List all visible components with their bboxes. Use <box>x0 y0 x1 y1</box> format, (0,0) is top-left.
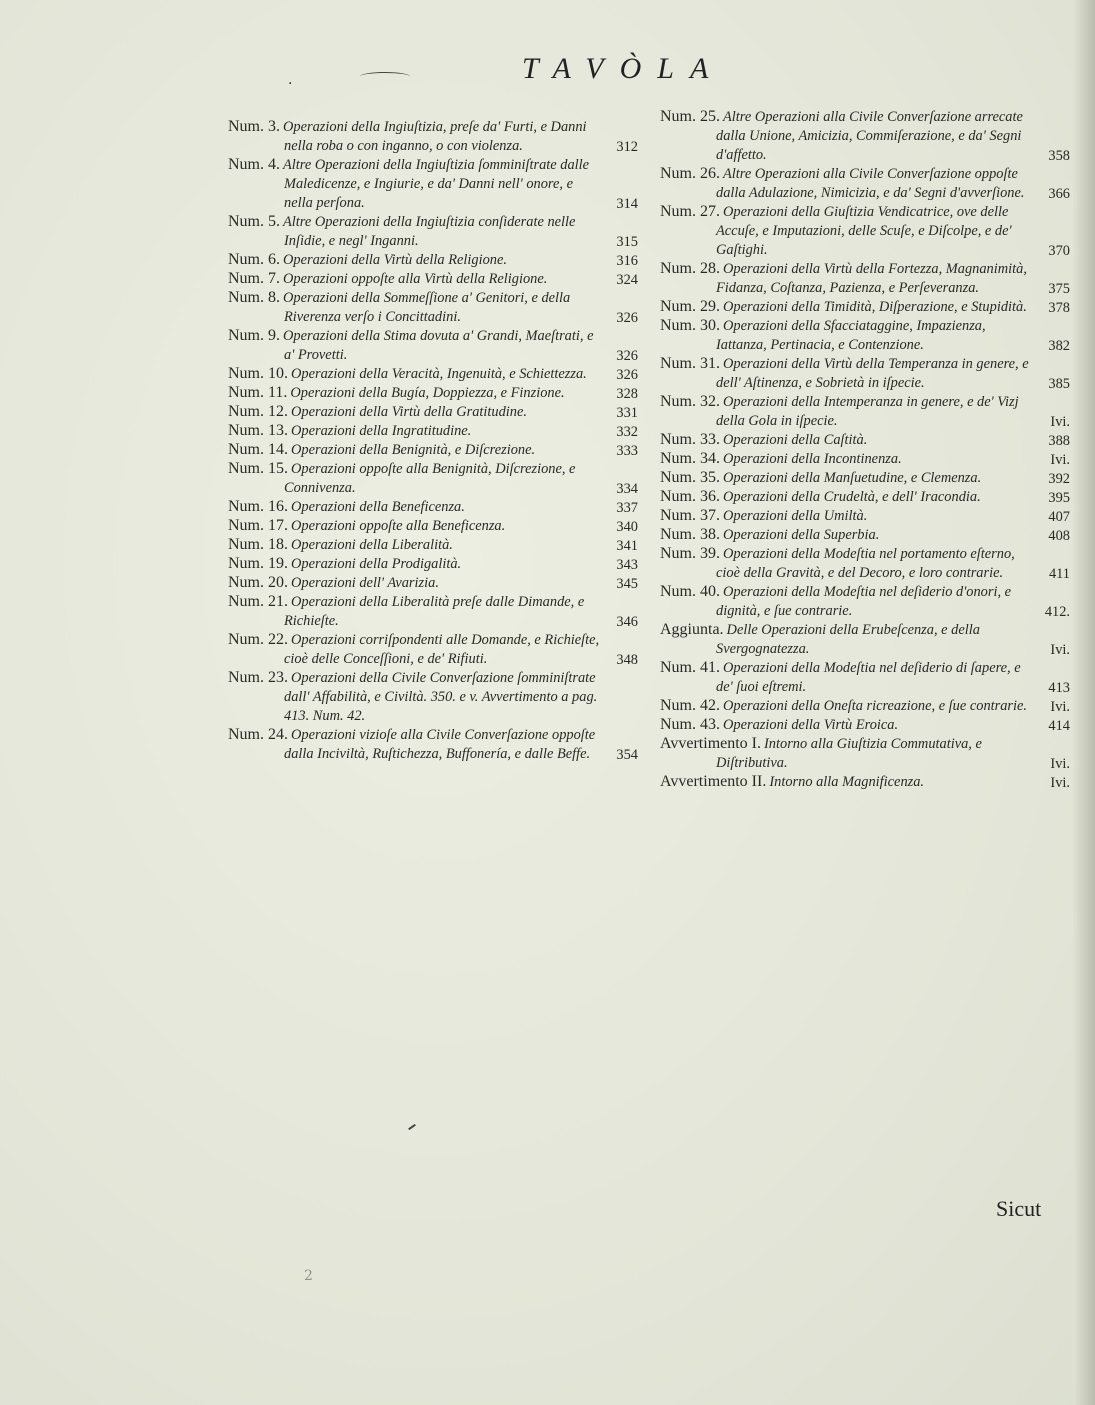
toc-entry-body <box>660 393 1070 431</box>
toc-entry-page: 316 <box>616 253 638 269</box>
toc-entry-page: 388 <box>1048 433 1070 449</box>
toc-entry-title: Operazioni oppoſte alla Virtù della Religione. <box>283 271 548 287</box>
toc-entry-body <box>228 631 638 669</box>
toc-entry-body <box>228 251 638 270</box>
toc-entry <box>228 365 638 384</box>
toc-entry-title: Altre Operazioni alla Civile Converſazione arrecate dalla Unione, Amicizia, Commiſerazione, e da' Segni d'affetto. <box>716 109 1023 163</box>
toc-entry-number: Num. 15. <box>228 460 288 477</box>
toc-entry-title: Operazioni della Liberalità. <box>291 537 453 553</box>
toc-entry-title: Operazioni della Veracità, Ingenuità, e Schiettezza. <box>291 366 587 382</box>
toc-entry-title: Operazioni della Modeſtia nel portamento eſterno, cioè della Gravità, e del Decoro, e loro contrarie. <box>716 546 1015 581</box>
toc-entry-page: Ivi. <box>1050 414 1070 430</box>
toc-entry-body <box>660 108 1070 165</box>
toc-entry <box>660 165 1070 203</box>
toc-entry-title: Operazioni della Virtù della Gratitudine. <box>291 404 527 420</box>
toc-entry-number: Num. 27. <box>660 203 720 220</box>
toc-entry-title: Operazioni della Modeſtia nel deſiderio di ſapere, e de' ſuoi eſtremi. <box>716 660 1021 695</box>
toc-entry-body <box>228 669 638 726</box>
toc-entry-body <box>660 526 1070 545</box>
toc-entry <box>228 593 638 631</box>
toc-entry-number: Num. 40. <box>660 583 720 600</box>
toc-entry-page: 332 <box>616 424 638 440</box>
left-column <box>228 118 638 764</box>
toc-entry <box>228 384 638 403</box>
header-ornament <box>360 72 410 81</box>
toc-entry-number: Num. 42. <box>660 697 720 714</box>
toc-entry-page: 348 <box>616 652 638 668</box>
toc-entry-page: 370 <box>1048 243 1070 259</box>
toc-entry <box>228 517 638 536</box>
toc-entry-body <box>660 659 1070 697</box>
toc-entry-body <box>228 441 638 460</box>
toc-entry-title: Operazioni della Virtù della Temperanza in genere, e dell' Aſtinenza, e Sobrietà in iſpecie. <box>716 356 1029 391</box>
toc-entry-number: Num. 39. <box>660 545 720 562</box>
toc-entry-number: Aggiunta. <box>660 621 724 638</box>
toc-entry-title: Operazioni della Liberalità preſe dalle Dimande, e Richieſte. <box>284 594 585 629</box>
toc-entry <box>660 526 1070 545</box>
toc-entry-page: 312 <box>616 139 638 155</box>
toc-entry <box>660 355 1070 393</box>
toc-entry-title: Operazioni della Intemperanza in genere, e de' Vizj della Gola in iſpecie. <box>716 394 1019 429</box>
toc-entry-page: 326 <box>616 310 638 326</box>
toc-entry-page: 354 <box>616 747 638 763</box>
toc-entry-body <box>228 574 638 593</box>
toc-entry-title: Operazioni della Benignità, e Diſcrezione. <box>291 442 536 458</box>
toc-entry-page: 411 <box>1048 566 1070 582</box>
toc-entry <box>660 298 1070 317</box>
toc-entry <box>228 441 638 460</box>
toc-entry-body <box>660 260 1070 298</box>
toc-entry-page: 315 <box>616 234 638 250</box>
toc-entry <box>660 773 1070 792</box>
right-column <box>660 108 1070 792</box>
toc-entry-number: Num. 10. <box>228 365 288 382</box>
toc-entry-number: Num. 16. <box>228 498 288 515</box>
toc-entry-title: Operazioni della Virtù della Religione. <box>283 252 507 268</box>
page-title: TAVÒLA <box>522 52 725 85</box>
toc-entry-body <box>660 583 1070 621</box>
toc-entry-number: Num. 33. <box>660 431 720 448</box>
toc-entry-number: Num. 9. <box>228 327 280 344</box>
toc-entry <box>660 317 1070 355</box>
toc-entry <box>228 669 638 726</box>
toc-entry-number: Num. 23. <box>228 669 288 686</box>
toc-entry-title: Operazioni della Virtù della Fortezza, Magnanimità, Fidanza, Coſtanza, Pazienza, e Perſeveranza. <box>716 261 1027 296</box>
toc-entry-page: 382 <box>1048 338 1070 354</box>
toc-entry-number: Num. 35. <box>660 469 720 486</box>
toc-entry-number: Num. 29. <box>660 298 720 315</box>
toc-entry-title: Operazioni della Modeſtia nel deſiderio d'onori, e dignità, e ſue contrarie. <box>716 584 1012 619</box>
toc-entry-number: Num. 17. <box>228 517 288 534</box>
catchword: Sicut <box>996 1196 1042 1221</box>
toc-entry-title: Operazioni della Bugía, Doppiezza, e Finzione. <box>290 385 565 401</box>
toc-entry <box>660 507 1070 526</box>
toc-entry-body <box>660 735 1070 773</box>
toc-entry-page: 333 <box>616 443 638 459</box>
toc-entry-title: Operazioni della Oneſta ricreazione, e ſue contrarie. <box>723 698 1028 714</box>
toc-entry-title: Altre Operazioni della Ingiuſtizia conſiderate nelle Inſidie, e negl' Inganni. <box>283 214 576 249</box>
toc-entry <box>228 118 638 156</box>
toc-entry <box>228 460 638 498</box>
toc-entry-title: Operazioni della Virtù Eroica. <box>723 717 899 733</box>
toc-entry-body <box>660 203 1070 260</box>
toc-entry-page: 314 <box>616 196 638 212</box>
toc-entry-body <box>228 498 638 517</box>
toc-entry-page: 392 <box>1048 471 1070 487</box>
toc-entry-body <box>228 403 638 422</box>
toc-entry <box>660 393 1070 431</box>
toc-entry-number: Num. 32. <box>660 393 720 410</box>
toc-entry-title: Operazioni oppoſte alla Benignità, Diſcrezione, e Connivenza. <box>284 461 576 496</box>
toc-entry-body <box>228 536 638 555</box>
toc-entry <box>660 659 1070 697</box>
toc-entry <box>228 631 638 669</box>
toc-entry-body <box>660 507 1070 526</box>
toc-entry-page: 334 <box>616 481 638 497</box>
toc-entry-number: Num. 26. <box>660 165 720 182</box>
toc-entry-number: Num. 3. <box>228 118 280 135</box>
toc-entry-number: Num. 38. <box>660 526 720 543</box>
toc-entry-page: Ivi. <box>1050 452 1070 468</box>
toc-entry <box>660 260 1070 298</box>
toc-entry-number: Num. 7. <box>228 270 280 287</box>
signature-mark: 2 <box>304 1268 313 1284</box>
toc-entry <box>228 327 638 365</box>
toc-entry-title: Operazioni della Timidità, Diſperazione, e Stupidità. <box>723 299 1027 315</box>
toc-entry-title: Operazioni della Prodigalità. <box>291 556 462 572</box>
toc-entry-page: 340 <box>616 519 638 535</box>
toc-entry-number: Num. 13. <box>228 422 288 439</box>
toc-entry <box>660 697 1070 716</box>
toc-entry-page: 358 <box>1048 148 1070 164</box>
toc-entry-page: 412. <box>1044 604 1070 620</box>
toc-entry-number: Num. 19. <box>228 555 288 572</box>
toc-entry-number: Num. 36. <box>660 488 720 505</box>
toc-entry-number: Num. 18. <box>228 536 288 553</box>
toc-entry-body <box>228 156 638 213</box>
toc-entry-body <box>228 270 638 289</box>
toc-entry-number: Num. 5. <box>228 213 280 230</box>
toc-entry-body <box>228 460 638 498</box>
toc-entry-page: 337 <box>616 500 638 516</box>
toc-entry <box>660 735 1070 773</box>
toc-entry-body <box>228 118 638 156</box>
toc-entry-body <box>228 365 638 384</box>
toc-entry-title: Operazioni corriſpondenti alle Domande, e Richieſte, cioè delle Conceſſioni, e de' Rifiuti. <box>284 632 600 667</box>
toc-entry <box>660 583 1070 621</box>
toc-entry-page: 414 <box>1048 718 1070 734</box>
ink-mark <box>408 1124 416 1130</box>
toc-entry-page: 346 <box>616 614 638 630</box>
toc-entry-number: Avvertimento II. <box>660 773 767 790</box>
toc-entry-page: 324 <box>616 272 638 288</box>
toc-entry-body <box>228 384 638 403</box>
toc-entry-title: Operazioni della Beneficenza. <box>291 499 465 515</box>
toc-entry-title: Operazioni oppoſte alla Beneficenza. <box>291 518 506 534</box>
toc-entry-title: Operazioni della Crudeltà, e dell' Iracondia. <box>723 489 981 505</box>
toc-entry-page: 341 <box>616 538 638 554</box>
toc-entry <box>228 270 638 289</box>
toc-entry <box>660 203 1070 260</box>
toc-entry-number: Num. 28. <box>660 260 720 277</box>
toc-entry-title: Operazioni della Stima dovuta a' Grandi, Maeſtrati, e a' Provetti. <box>283 328 594 363</box>
toc-entry-number: Num. 14. <box>228 441 288 458</box>
toc-entry-page: Ivi. <box>1050 775 1070 791</box>
toc-entry-page: 331 <box>616 405 638 421</box>
toc-entry <box>228 536 638 555</box>
header-dot: . <box>288 72 293 88</box>
toc-entry <box>660 431 1070 450</box>
toc-entry <box>660 621 1070 659</box>
toc-entry-page: 328 <box>616 386 638 402</box>
toc-entry <box>228 422 638 441</box>
toc-entry-body <box>660 355 1070 393</box>
toc-entry-number: Num. 31. <box>660 355 720 372</box>
toc-entry-page: Ivi. <box>1050 642 1070 658</box>
toc-entry <box>660 469 1070 488</box>
toc-entry-number: Num. 34. <box>660 450 720 467</box>
toc-entry-body <box>660 165 1070 203</box>
toc-entry-number: Num. 21. <box>228 593 288 610</box>
toc-entry-page: 375 <box>1048 281 1070 297</box>
toc-entry-number: Num. 20. <box>228 574 288 591</box>
toc-entry-title: Operazioni della Manſuetudine, e Clemenza. <box>723 470 982 486</box>
toc-entry-title: Operazioni della Giuſtizia Vendicatrice, ove delle Accuſe, e Imputazioni, delle Scuſe, e Diſcolpe, e de' Gaſtighi. <box>716 204 1012 258</box>
toc-entry-body <box>228 422 638 441</box>
toc-entry-page: 395 <box>1048 490 1070 506</box>
toc-entry-body <box>228 289 638 327</box>
toc-entry-page: 366 <box>1048 186 1070 202</box>
toc-entry-body <box>660 716 1070 735</box>
toc-entry-body <box>228 593 638 631</box>
toc-entry-body <box>228 555 638 574</box>
toc-entry <box>228 289 638 327</box>
toc-entry <box>660 450 1070 469</box>
toc-entry-title: Operazioni della Ingratitudine. <box>291 423 472 439</box>
toc-entry <box>660 716 1070 735</box>
toc-entry-page: 407 <box>1048 509 1070 525</box>
toc-entry-page: Ivi. <box>1050 756 1070 772</box>
toc-entry <box>228 251 638 270</box>
toc-entry-title: Operazioni vizioſe alla Civile Converſazione oppoſte dalla Inciviltà, Ruſtichezza, Buffonería, e dalle Beffe. <box>284 727 596 762</box>
toc-entry <box>660 108 1070 165</box>
toc-entry-body <box>660 469 1070 488</box>
toc-entry-page: 378 <box>1048 300 1070 316</box>
toc-entry-number: Num. 43. <box>660 716 720 733</box>
toc-entry-title: Operazioni della Superbia. <box>723 527 880 543</box>
toc-entry-title: Operazioni dell' Avarizia. <box>291 575 439 591</box>
toc-entry <box>228 156 638 213</box>
toc-entry-number: Num. 6. <box>228 251 280 268</box>
toc-entry-title: Intorno alla Magnificenza. <box>769 774 925 790</box>
page-spine-shadow <box>1073 0 1095 1405</box>
toc-entry <box>228 555 638 574</box>
toc-entry-number: Num. 22. <box>228 631 288 648</box>
toc-entry-number: Avvertimento I. <box>660 735 762 752</box>
toc-entry-title: Operazioni della Civile Converſazione ſomminiſtrate dall' Affabilità, e Civiltà. 350. e v. Avvertimento a pag. 413. Num. 42. <box>284 670 598 724</box>
toc-entry-title: Operazioni della Incontinenza. <box>723 451 902 467</box>
toc-entry-body <box>660 450 1070 469</box>
toc-entry <box>660 488 1070 507</box>
toc-entry-page: 343 <box>616 557 638 573</box>
toc-entry <box>228 574 638 593</box>
toc-entry-page: 345 <box>616 576 638 592</box>
toc-entry-body <box>228 327 638 365</box>
toc-entry-page: 408 <box>1048 528 1070 544</box>
toc-entry-number: Num. 41. <box>660 659 720 676</box>
toc-entry-body <box>660 545 1070 583</box>
toc-entry-title: Intorno alla Giuſtizia Commutativa, e Diſtributiva. <box>716 736 982 771</box>
toc-entry-number: Num. 37. <box>660 507 720 524</box>
toc-entry-number: Num. 24. <box>228 726 288 743</box>
toc-entry <box>228 213 638 251</box>
toc-entry-page: 385 <box>1048 376 1070 392</box>
toc-entry-title: Operazioni della Caſtità. <box>723 432 868 448</box>
toc-entry-number: Num. 30. <box>660 317 720 334</box>
toc-entry-body <box>228 726 638 764</box>
toc-entry-title: Operazioni della Ingiuſtizia, preſe da' Furti, e Danni nella roba o con inganno, o con violenza. <box>283 119 587 154</box>
toc-entry-title: Altre Operazioni alla Civile Converſazione oppoſte dalla Adulazione, Nimicizia, e da' Segni d'avverſione. <box>716 166 1025 201</box>
toc-entry <box>228 726 638 764</box>
toc-entry <box>228 498 638 517</box>
toc-entry-title: Operazioni della Sfacciataggine, Impazienza, Iattanza, Pertinacia, e Contenzione. <box>716 318 986 353</box>
toc-entry-body <box>660 621 1070 659</box>
toc-entry <box>228 403 638 422</box>
toc-entry-body <box>228 213 638 251</box>
toc-entry-page: Ivi. <box>1050 699 1070 715</box>
toc-entry-number: Num. 25. <box>660 108 720 125</box>
toc-entry-body <box>660 431 1070 450</box>
toc-entry-number: Num. 12. <box>228 403 288 420</box>
toc-entry-body <box>660 773 1070 792</box>
toc-entry-body <box>228 517 638 536</box>
toc-entry-body <box>660 488 1070 507</box>
toc-entry-number: Num. 4. <box>228 156 280 173</box>
toc-entry-number: Num. 8. <box>228 289 280 306</box>
toc-entry-title: Altre Operazioni della Ingiuſtizia ſomminiſtrate dalle Maledicenze, e Ingiurie, e da' Danni nell' onore, e nella perſona. <box>283 157 590 211</box>
toc-entry <box>660 545 1070 583</box>
toc-entry-title: Delle Operazioni della Erubeſcenza, e della Svergognatezza. <box>716 622 980 657</box>
toc-entry-title: Operazioni della Umiltà. <box>723 508 868 524</box>
toc-entry-title: Operazioni della Sommeſſione a' Genitori, e della Riverenza verſo i Concittadini. <box>283 290 571 325</box>
toc-entry-number: Num. 11. <box>228 384 288 401</box>
toc-entry-body <box>660 697 1070 716</box>
toc-entry-page: 326 <box>616 367 638 383</box>
toc-entry-page: 413 <box>1048 680 1070 696</box>
toc-entry-body <box>660 298 1070 317</box>
toc-entry-body <box>660 317 1070 355</box>
toc-entry-page: 326 <box>616 348 638 364</box>
